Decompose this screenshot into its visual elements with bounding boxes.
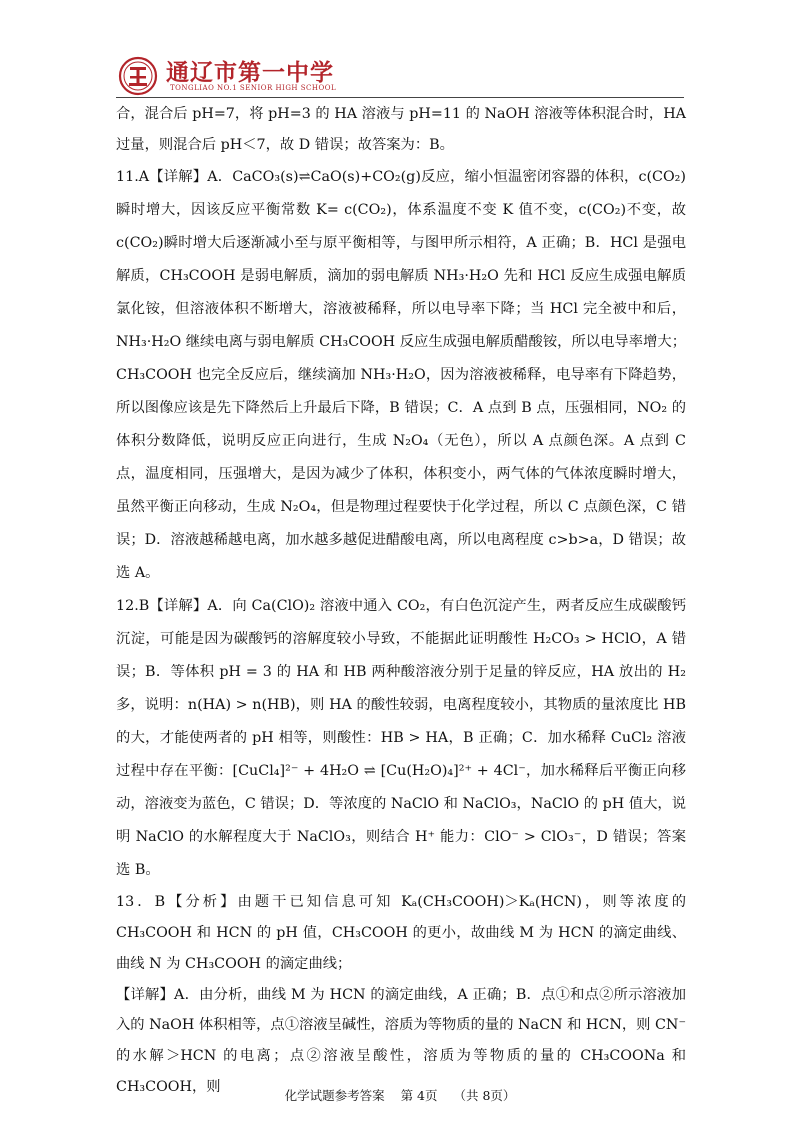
page-header: [116, 52, 686, 98]
document-body: [116, 99, 686, 1103]
footer-page-number: 第 4页: [400, 1088, 438, 1103]
school-name-en: TONGLIAO NO.1 SENIOR HIGH SCHOOL: [170, 84, 337, 92]
footer-title: 化学试题参考答案: [284, 1088, 385, 1103]
paragraph-answer-12: 12.B【详解】A．向 Ca(ClO)₂ 溶液中通入 CO₂，有白色沉淀产生，两者反应生成碳酸钙沉淀，可能是因为碳酸钙的溶解度较小导致，不能据此证明酸性 H₂CO₃ > HClO，A 错误；B．等体积 pH = 3 的 HA 和 HB 两种酸溶液分别于足量的锌反应，HA 放出的 H₂ 多，说明：n(HA) > n(HB)，则 HA 的酸性较弱，电离程度较小，其物质的量浓度比 HB 的大，才能使两者的 pH 相等，则酸性：HB > HA，B 正确；C．加水稀释 CuCl₂ 溶液过程中存在平衡：[CuCl₄]²⁻ + 4H₂O ⇌ [Cu(H₂O)₄]²⁺ + 4Cl⁻，加水稀释后平衡正向移动，溶液变为蓝色，C 错误；D．等浓度的 NaClO 和 NaClO₃，NaClO 的 pH 值大，说明 NaClO 的水解程度大于 NaClO₃，则结合 H⁺ 能力：ClO⁻ > ClO₃⁻，D 错误；答案选 B。: [116, 597, 686, 878]
page-footer: [0, 1086, 800, 1104]
header-divider: [116, 97, 684, 98]
paragraph-answer-13-detail: 【详解】A．由分析，曲线 M 为 HCN 的滴定曲线，A 正确；B．点①和点②所示溶液加入的 NaOH 体积相等，点①溶液呈碱性，溶质为等物质的量的 NaCN 和 HCN，则 CN⁻的水解＞HCN 的电离；点②溶液呈酸性，溶质为等物质的量的 CH₃COONa 和 CH₃COOH，则: [116, 986, 686, 1096]
school-logo-icon: [118, 56, 158, 96]
paragraph-answer-11: 11.A【详解】A．CaCO₃(s)⇌CaO(s)+CO₂(g)反应，缩小恒温密闭容器的体积，c(CO₂)瞬时增大，因该反应平衡常数 K= c(CO₂)，体系温度不变 K 值不变，c(CO₂)不变，故 c(CO₂)瞬时增大后逐渐减小至与原平衡相等，与图甲所示相符，A 正确；B．HCl 是强电解质，CH₃COOH 是弱电解质，滴加的弱电解质 NH₃·H₂O 先和 HCl 反应生成强电解质氯化铵，但溶液体积不断增大，溶液被稀释，所以电导率下降；当 HCl 完全被中和后，NH₃·H₂O 继续电离与弱电解质 CH₃COOH 反应生成强电解质醋酸铵，所以电导率增大；CH₃COOH 也完全反应后，继续滴加 NH₃·H₂O，因为溶液被稀释，电导率有下降趋势，所以图像应该是先下降然后上升最后下降，B 错误；C．A 点到 B 点，压强相同，NO₂ 的体积分数降低，说明反应正向进行，生成 N₂O₄（无色），所以 A 点颜色深。A 点到 C 点，温度相同，压强增大，是因为减少了体积，体积变小，两气体的气体浓度瞬时增大，虽然平衡正向移动，生成 N₂O₄，但是物理过程要快于化学过程，所以 C 点颜色深，C 错误；D．溶液越稀越电离，加水越多越促进醋酸电离，所以电离程度 c>b>a，D 错误；故选 A。: [116, 168, 686, 581]
school-name: 通辽市第一中学: [166, 59, 334, 86]
paragraph-continuation: 合，混合后 pH=7，将 pH=3 的 HA 溶液与 pH=11 的 NaOH 溶液等体积混合时，HA 过量，则混合后 pH＜7，故 D 错误；故答案为：B。: [116, 106, 686, 153]
footer-page-total: （共 8页）: [453, 1088, 516, 1103]
paragraph-answer-13-analysis: 13．B【分析】由题干已知信息可知 Kₐ(CH₃COOH)＞Kₐ(HCN)，则等浓度的 CH₃COOH 和 HCN 的 pH 值，CH₃COOH 的更小，故曲线 M 为 HCN 的滴定曲线、曲线 N 为 CH₃COOH 的滴定曲线；: [116, 893, 686, 972]
